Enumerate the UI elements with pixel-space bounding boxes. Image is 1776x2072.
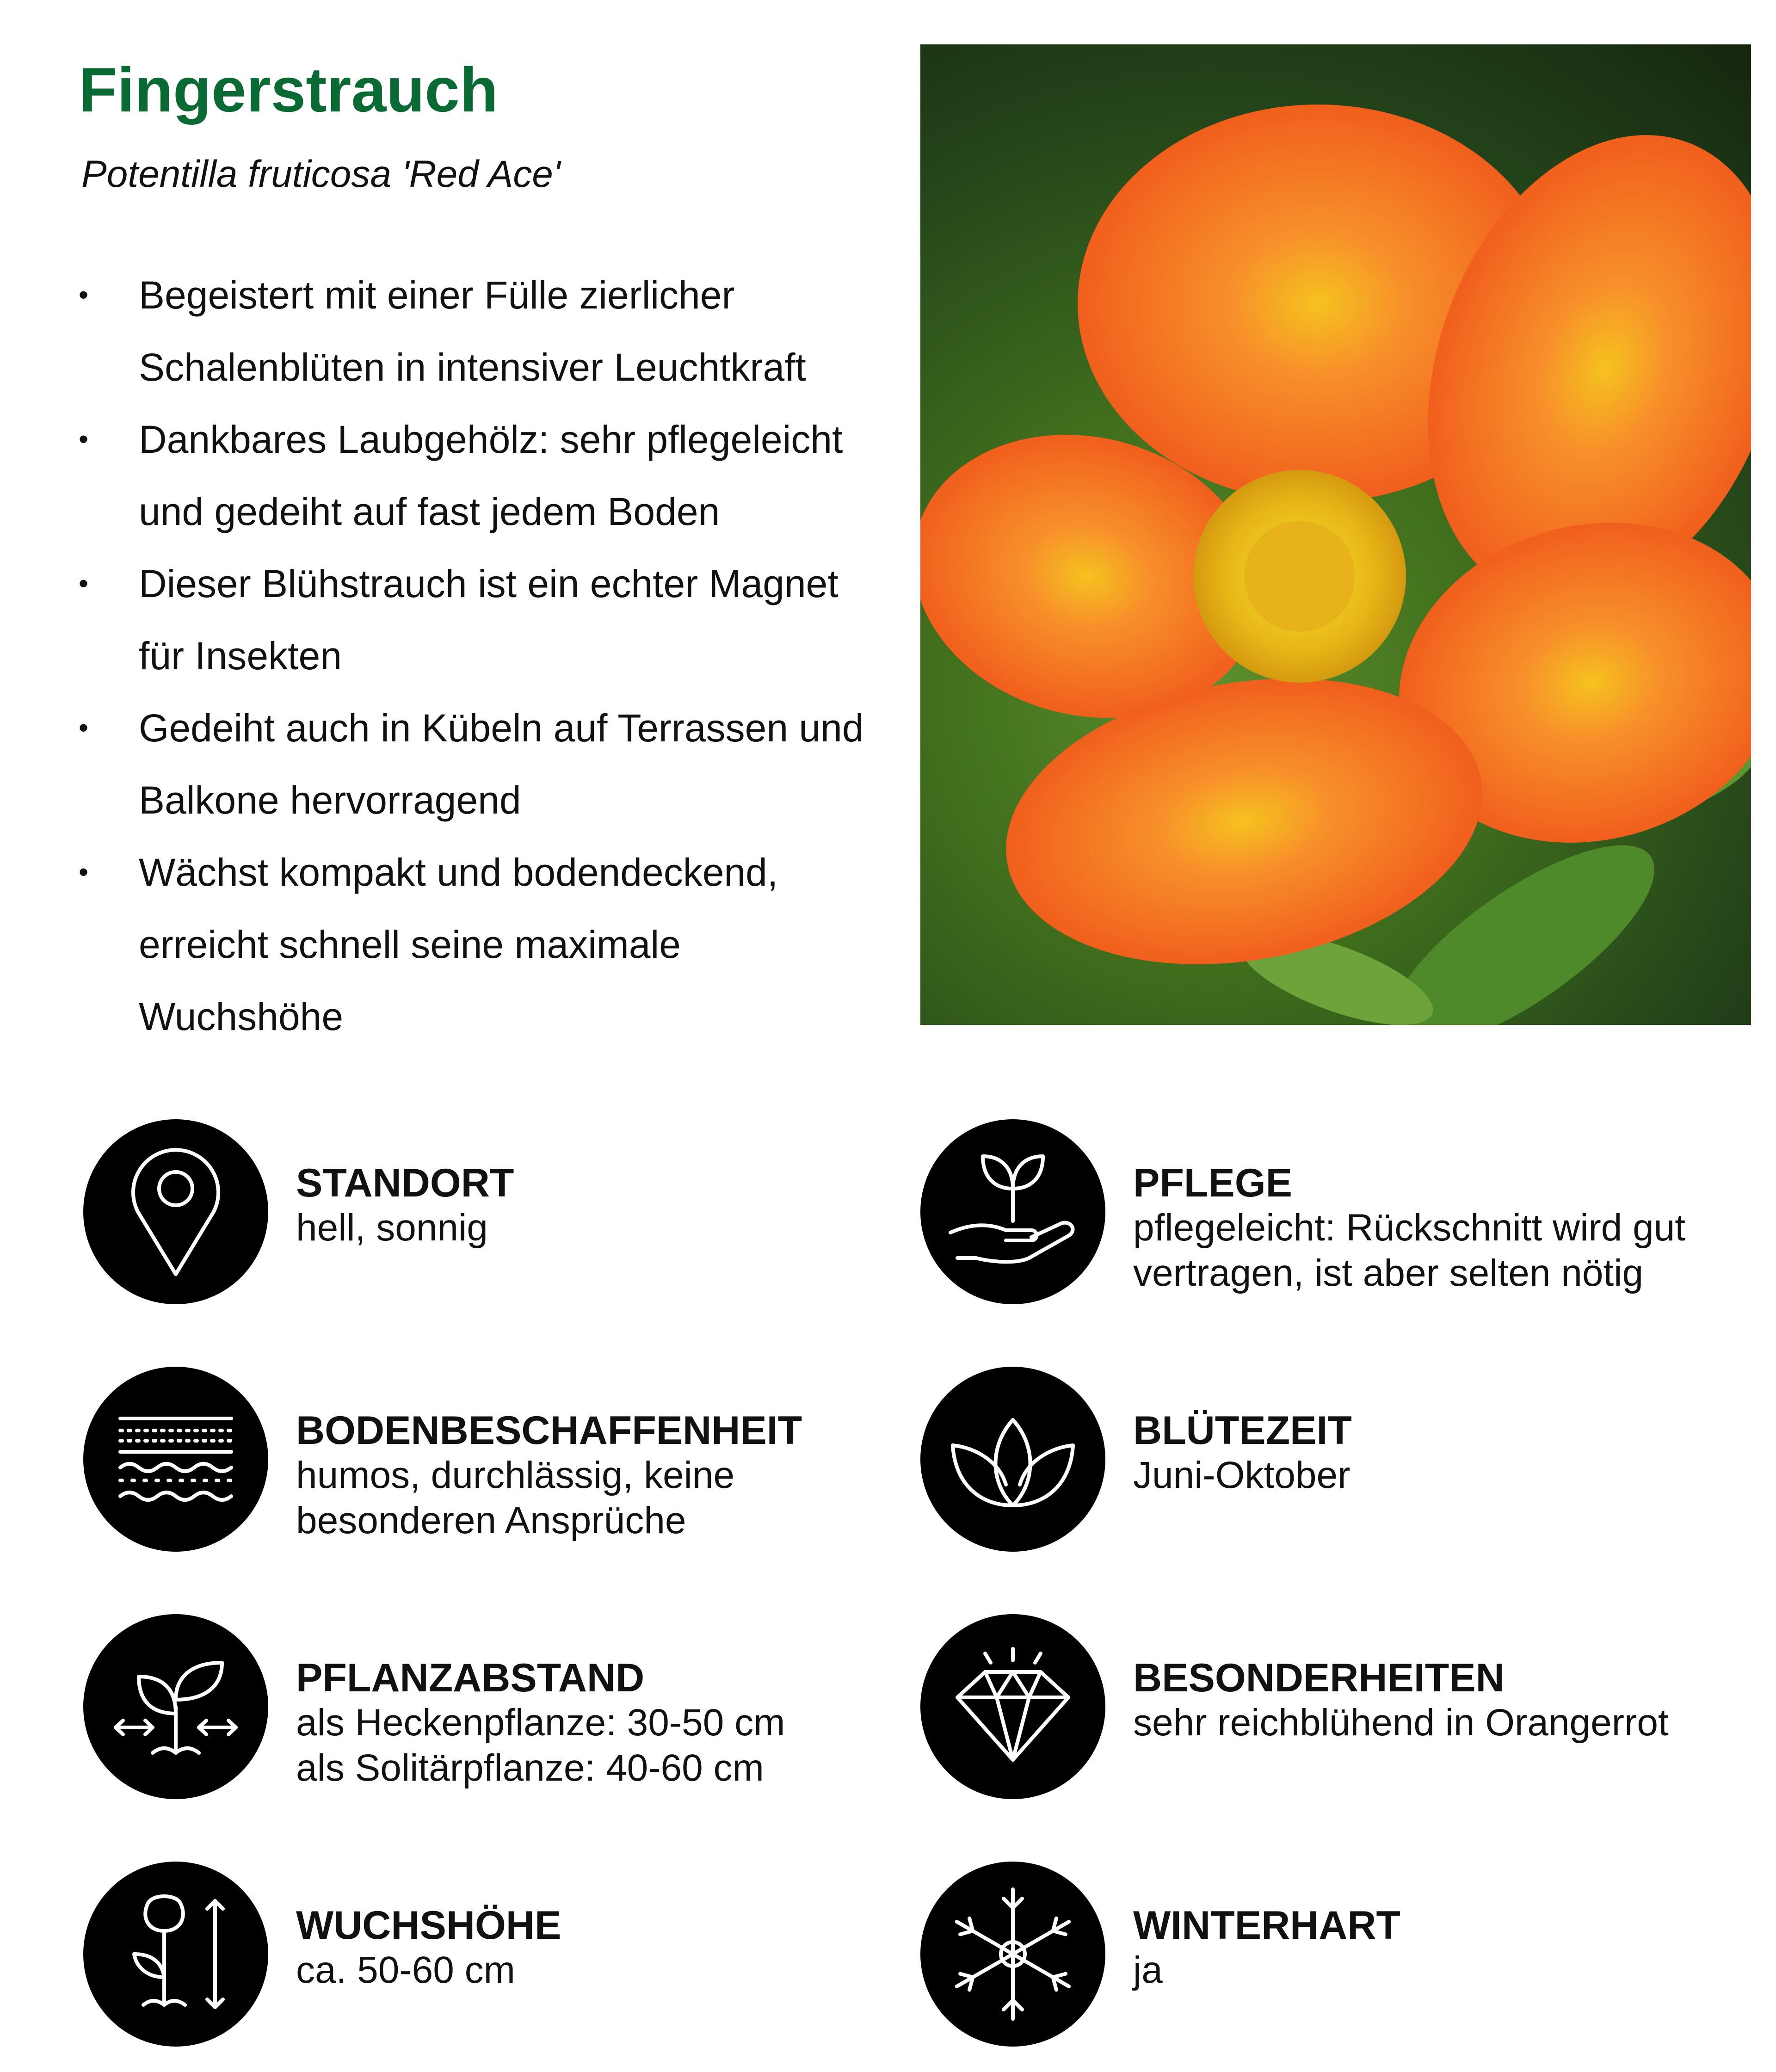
attribute-value: sehr reichblühend in Orangerrot (1133, 1702, 1669, 1744)
attribute-value: hell, sonnig (296, 1207, 488, 1249)
attribute-boden (83, 1367, 916, 1552)
attribute-label: WUCHSHÖHE (296, 1903, 561, 1948)
lotus-flower-icon (920, 1367, 1105, 1552)
attribute-label: STANDORT (296, 1161, 514, 1205)
attribute-value: ca. 50-60 cm (296, 1949, 515, 1991)
attribute-pflege (920, 1119, 1753, 1304)
location-pin-icon (83, 1119, 268, 1304)
attribute-label: BESONDERHEITEN (1133, 1656, 1505, 1700)
soil-layers-icon (83, 1367, 268, 1552)
orange-flower-photo (920, 44, 1751, 1025)
list-item: • Dankbares Laubgehölz: sehr pflegeleicht und gedeiht auf fast jedem Boden (79, 403, 874, 548)
attribute-value: als Heckenpflanze: 30-50 cm (296, 1702, 785, 1744)
flower-photo (920, 44, 1751, 1025)
list-item: • Gedeiht auch in Kübeln auf Terrassen und Balkone hervorragend (79, 692, 874, 836)
hand-seedling-icon (920, 1119, 1105, 1304)
attribute-wuchshoehe (83, 1862, 916, 2047)
attribute-standort (83, 1119, 916, 1304)
snowflake-icon (920, 1862, 1105, 2047)
feature-list (79, 259, 874, 1053)
attribute-besonderheiten (920, 1614, 1753, 1799)
botanical-name: Potentilla fruticosa 'Red Ace' (81, 153, 561, 195)
attribute-pflanzabstand (83, 1614, 916, 1799)
page-title: Fingerstrauch (79, 55, 498, 125)
attribute-value: pflegeleicht: Rückschnitt wird gut vertragen, ist aber selten nötig (1133, 1207, 1686, 1294)
attribute-value-2: als Solitärpflanze: 40-60 cm (296, 1747, 764, 1789)
attribute-value: Juni-Oktober (1133, 1454, 1350, 1496)
attribute-label: BLÜTEZEIT (1133, 1408, 1352, 1453)
attribute-label: BODENBESCHAFFENHEIT (296, 1408, 802, 1453)
attribute-label: PFLEGE (1133, 1161, 1293, 1205)
attribute-value: ja (1133, 1949, 1163, 1991)
list-item: • Dieser Blühstrauch ist ein echter Magnet für Insekten (79, 548, 874, 692)
plant-height-icon (83, 1862, 268, 2047)
attribute-winterhart (920, 1862, 1753, 2047)
attribute-bluetezeit (920, 1367, 1753, 1552)
list-item: • Begeistert mit einer Fülle zierlicher Schalenblüten in intensiver Leuchtkraft (79, 259, 874, 403)
attribute-label: PFLANZABSTAND (296, 1656, 645, 1700)
list-item: • Wächst kompakt und bodendeckend, erreicht schnell seine maximale Wuchshöhe (79, 836, 874, 1053)
attribute-value: humos, durchlässig, keine besonderen Ansprüche (296, 1454, 735, 1542)
seedling-spacing-icon (83, 1614, 268, 1799)
diamond-icon (920, 1614, 1105, 1799)
attribute-label: WINTERHART (1133, 1903, 1401, 1948)
